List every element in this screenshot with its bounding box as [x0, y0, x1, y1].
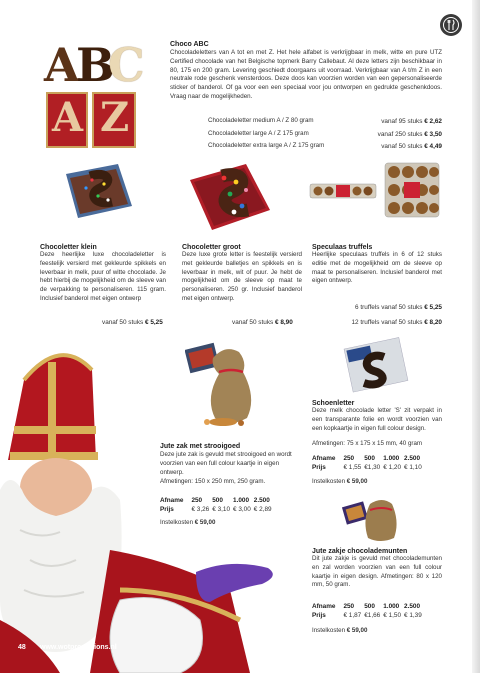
choco-abc-row-2-name: Chocoladeletter large A / Z 175 gram	[208, 130, 309, 137]
chocoletter-groot-text: Deze luxe grote letter is feestelijk versierd met gekleurde balletjes en spikkels en is leverbaar in melk, wit of puur. Je hebt de mogelijkheid om de sleeve op maat te personaliseren. 250 gr. Inclusief banderol met eigen ontwerp.	[182, 251, 302, 302]
table-cell: Prijs	[160, 506, 174, 514]
schoenletter-image	[340, 337, 410, 395]
schoenletter-text: Deze melk chocolade letter 'S' zit verpakt in een transparante folie en wordt voorzien van een kopkaartje in eigen full colour design.	[312, 407, 442, 432]
table-cell: 250	[343, 603, 355, 610]
table-cell: 2.500	[404, 603, 421, 610]
table-cell: Prijs	[312, 612, 326, 620]
table-cell: € 2,89	[253, 506, 272, 514]
table-cell: Afname	[160, 497, 184, 504]
table-row	[312, 463, 425, 472]
table-cell: 500	[212, 497, 223, 504]
truffels-price-6: 6 truffels vanaf 50 stuks € 5,25	[355, 304, 442, 311]
table-cell: €1,30	[364, 464, 381, 472]
table-cell: 1.000	[383, 455, 400, 462]
choco-letter-b: B	[76, 38, 115, 92]
table-row	[160, 505, 275, 514]
chocoletter-groot-price: vanaf 50 stuks € 8,90	[232, 319, 293, 326]
choco-abc-row-1-name: Chocoladeletter medium A / Z 80 gram	[208, 117, 314, 124]
table-cell: Afname	[312, 455, 336, 462]
table-row	[160, 496, 275, 505]
schoenletter-setup: Instelkosten € 59,00	[312, 478, 368, 485]
choco-abc-row-3-price: vanaf 50 stuks € 4,49	[381, 143, 442, 150]
jute-zakje-title: Jute zakje chocolademunten	[312, 548, 408, 555]
jute-zak-image	[185, 338, 265, 428]
chocoletter-groot-title: Chocoletter groot	[182, 244, 241, 251]
choco-abc-row-2-price: vanaf 250 stuks € 3,50	[377, 131, 442, 138]
table-cell: 1.000	[233, 497, 250, 504]
choco-abc-text: Chocoladeletters van A tot en met Z. Het hele alfabet is verkrijgbaar in melk, witte en pure UTZ Certified chocolade van het Belgische topmerk Barry Callebaut. Al deze letters zijn beschikbaar in 80, 175 en 200 gram. Levering geschiedt doorgaans uit voorraad. Verkrijgbaar van A t/m Z in een neutrale rode geschenk vensterdoos. Deze doos kan voorzien worden van een gepersonaliseerde sticker of banderol. Of ga voor een een speciaal voor jou ontworpen en gedrukte geschenkdoos. Vraag naar de mogelijkheden.	[170, 49, 442, 100]
cutlery-icon	[440, 14, 462, 36]
table-cell: 1.000	[383, 603, 400, 610]
table-cell: Afname	[312, 603, 336, 610]
schoenletter-title: Schoenletter	[312, 400, 355, 407]
choco-letter-a: A	[44, 38, 80, 92]
table-cell: 500	[364, 455, 375, 462]
jute-zak-title: Jute zak met strooigoed	[160, 443, 241, 450]
jute-zakje-text: Dit jute zakje is gevuld met chocolademunten en zal worden voorzien van een full colour kaartje in eigen design. Afmetingen: 80 x 120 mm, 50 gram.	[312, 555, 442, 589]
jute-zak-dims: Afmetingen: 150 x 250 mm, 250 gram.	[160, 478, 266, 485]
table-cell: 250	[191, 497, 203, 504]
choco-abc-image	[40, 38, 145, 150]
truffels-title: Speculaas truffels	[312, 244, 373, 251]
table-cell: 500	[364, 603, 375, 610]
jute-zakje-image	[340, 494, 406, 544]
jute-zakje-price-table	[312, 602, 425, 620]
table-cell: € 1,20	[383, 464, 402, 472]
truffels-6-image	[308, 180, 378, 202]
boxed-letter-z: Z	[100, 94, 130, 141]
truffels-price-12: 12 truffels vanaf 50 stuks € 8,20	[351, 319, 442, 326]
page-edge	[472, 0, 480, 673]
table-cell: €1,66	[364, 612, 381, 620]
table-cell: 2.500	[404, 455, 421, 462]
boxed-letter-a: A	[52, 94, 84, 141]
table-cell: Prijs	[312, 464, 326, 472]
choco-letter-c: C	[108, 38, 145, 92]
table-cell: € 3,26	[191, 506, 210, 514]
table-cell: € 1,50	[383, 612, 402, 620]
chocoletter-klein-price: vanaf 50 stuks € 5,25	[102, 319, 163, 326]
page-number: 48	[18, 644, 26, 651]
table-row	[312, 454, 425, 463]
truffels-12-image	[384, 162, 440, 218]
table-cell: € 1,55	[343, 464, 362, 472]
jute-zakje-setup: Instelkosten € 59,00	[312, 627, 368, 634]
table-cell: 250	[343, 455, 355, 462]
jute-zak-price-table	[160, 496, 275, 514]
table-cell: € 1,87	[343, 612, 362, 620]
jute-zak-text: Deze jute zak is gevuld met strooigoed en wordt voorzien van een full colour kaartje in eigen ontwerp.	[160, 451, 292, 476]
chocoletter-klein-text: Deze heerlijke luxe chocoladeletter is feestelijk versierd met gekleurde spikkels en leverbaar in melk, puur of witte chocolade. Je hebt hierbij de mogelijkheid om de sleeve van de verpakking te personaliseren. 115 gram. Inclusief banderol met eigen ontwerp	[40, 251, 166, 302]
table-cell: € 3,00	[233, 506, 251, 514]
schoenletter-dims: Afmetingen: 75 x 175 x 15 mm, 40 gram	[312, 440, 423, 447]
truffels-text: Heerlijke speculaas truffels in 6 of 12 stuks editie met de mogelijkheid om de sleeve op maat te personaliseren. Inclusief banderol met eigen ontwerp.	[312, 251, 442, 285]
website-link[interactable]: www.wotpromotions.nl	[40, 644, 117, 651]
table-cell: € 1,10	[404, 464, 422, 472]
table-cell: € 1,39	[404, 612, 422, 620]
table-row	[312, 611, 425, 620]
choco-abc-row-3-name: Chocoladeletter extra large A / Z 175 gram	[208, 142, 325, 149]
table-row	[312, 602, 425, 611]
jute-zak-setup: Instelkosten € 59,00	[160, 519, 216, 526]
table-cell: 2.500	[253, 497, 270, 504]
chocoletter-klein-title: Chocoletter klein	[40, 244, 97, 251]
chocoletter-klein-image	[60, 160, 140, 230]
table-cell: € 3,10	[212, 506, 231, 514]
choco-abc-row-1-price: vanaf 95 stuks € 2,62	[381, 118, 442, 125]
choco-abc-title: Choco ABC	[170, 41, 209, 48]
chocoletter-groot-image	[186, 160, 274, 234]
schoenletter-price-table	[312, 454, 425, 472]
